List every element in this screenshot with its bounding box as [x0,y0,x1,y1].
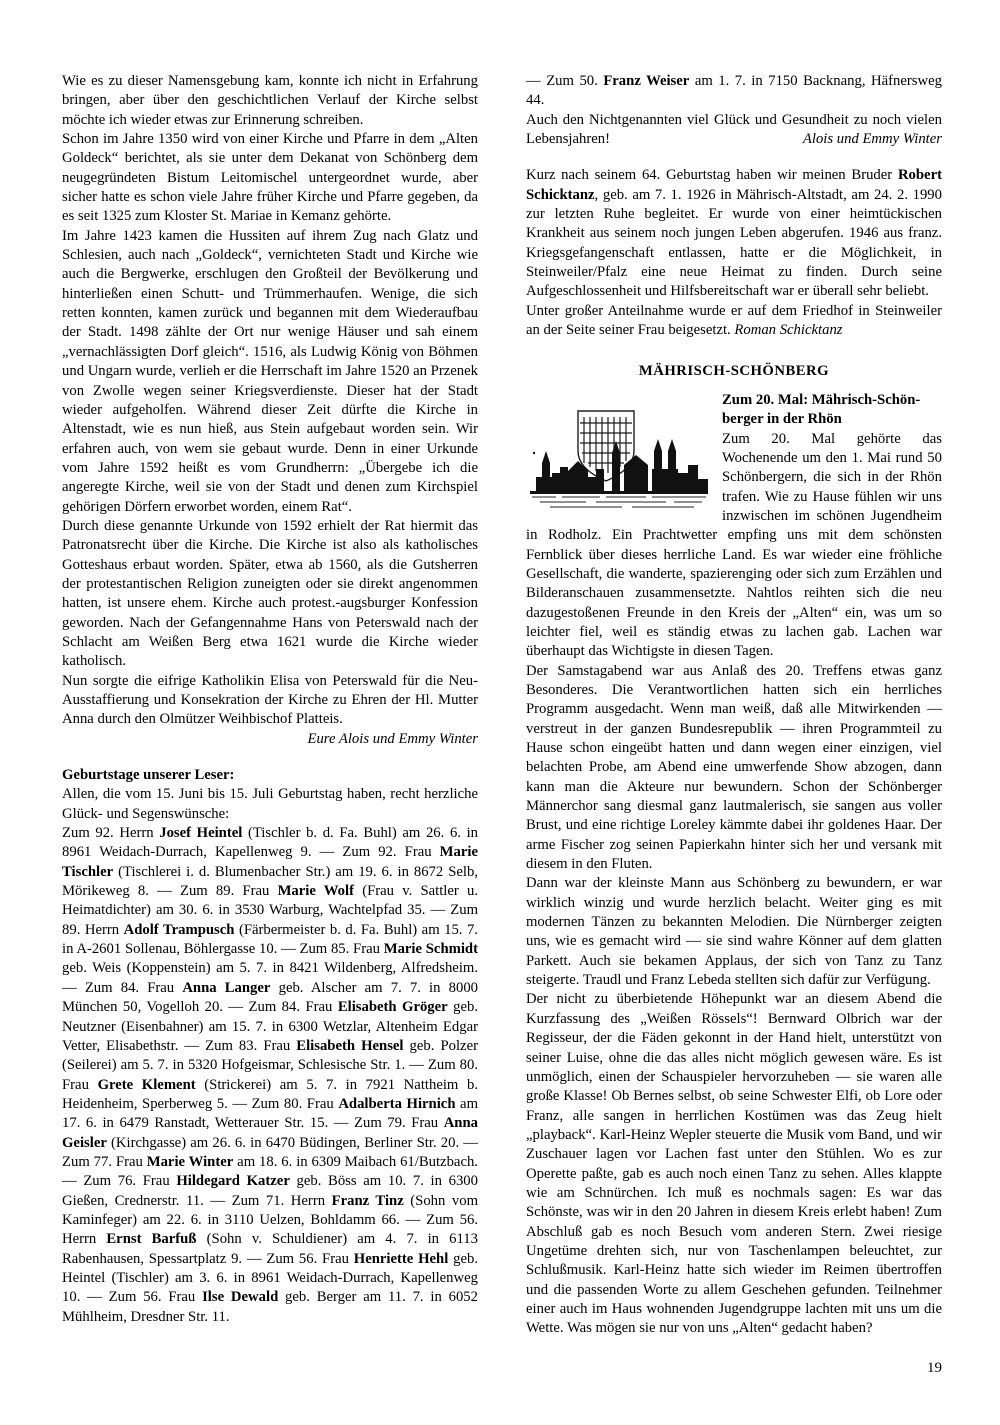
wish-text: Auch den Nichtgenannten viel Glück und Gesundheit zu noch vielen Lebensjahren! [526,111,942,148]
body-text-run: Zum 92. Herrn [62,825,160,842]
body-text-run: geb. Polzer (Seilerei) am 5. 7. in 5320 Hofgeismar, Schlesische Str. 1. — Zum 80. Frau [62,1037,478,1093]
article-paragraph-2: Der Samstagabend war aus Anlaß des 20. Treffens etwas ganz Besonderes. Die Verantwortlichen hatten sich ein herrliches Programm ausgedacht. Wenn man weiß, daß alle Mitwirkenden — verstreut in der ganzen Bundesrepublik — ihren Programmteil zu Hause schon eingeübt hatten und dann wegen einer einzigen, viel belachten Probe, am Abend eine umwerfende Show abzogen, dann kann man die Akteure nur bewundern. Schon der Schönberger Männerchor sang diesmal ganz lautmalerisch, sie sangen aus voller Brust, und eine richtige Loreley kämmte dabei ihr goldenes Haar. Der arme Fischer zog seinen Papierkahn hinter sich her und versank mit diesem in den Fluten. [526,662,942,873]
town-crest-and-skyline-illustration [526,393,712,515]
body-text-run: am 17. 6. in 6479 Ranstadt, Wetterauer Str. 15. — Zum 79. Frau [62,1095,478,1132]
emphasized-name: Franz Weiser [603,73,690,89]
two-column-layout [62,72,942,1342]
article-paragraph-1: Zum 20. Mal gehörte das Wochenende um den 1. Mai rund 50 Schönbergern, die sich in der Rhön trafen. Wie zu Hause fühlen wir uns inzwischen im schönen Jugendheim in Rodholz. Ein Prachtwetter empfing uns mit dem schönsten Fernblick über dieses herrliche Land. Es war wieder eine fröhliche Gesellschaft, die wanderte, spazierenging oder sich zum Erzählen und Bilderanschauen zusammensetzte. Nahtlos reihten sich die neu dazugestoßenen Freunde in den Kreis der „Alten“ ein, was um so leichter fiel, weil es ständig etwas zu lachen gab. Lachen war überhaupt das Wichtigste in diesen Tagen. [526,430,942,660]
paragraph-1350: Schon im Jahre 1350 wird von einer Kirche und Pfarre in dem „Alten Goldeck“ berichtet, als sie unter dem Dekanat von Schönberg dem neugegründeten Bistum Leitomischel untergeordnet wurde, aber sicher hatte es schon viele Jahre früher Kirche und Pfarre gegeben, da es seit 1325 zum Kloster St. Mariae in Kemanz gehörte. [62,131,478,225]
body-text-run: (Sohn vom Kaminfeger) am 22. 6. in 3110 Uelzen, Bohldamm 66. — Zum 56. Herrn [62,1192,479,1248]
burial-signature: Roman Schicktanz [734,322,843,339]
left-column [62,72,478,1342]
body-text-run: geb. Böss am 10. 7. in 6300 Gießen, Crednerstr. 11. — Zum 71. Herrn [62,1173,478,1209]
emphasized-name: Elisabeth Hensel [296,1037,404,1054]
emphasized-name: Robert Schicktanz [526,167,942,203]
paragraph-church-naming: Wie es zu dieser Namensgebung kam, konnte ich nicht in Erfahrung bringen, aber über den geschichtlichen Verlauf der Kirche selbst möchte ich wieder etwas zur Erinnerung schreiben. [62,73,478,128]
burial-text: Unter großer Anteilnahme wurde er auf dem Friedhof in Steinweiler an der Seite seiner Frau beigesetzt. [526,302,942,339]
body-text-run: (Sohn v. Schuldiener) am 4. 7. in 6113 Rabenhausen, Spessartplatz 9. — Zum 56. Frau [62,1231,478,1267]
emphasized-name: Marie Winter [146,1153,234,1170]
signature-winter: Eure Alois und Emmy Winter [307,730,478,747]
body-text-run: (Tischlerei i. d. Blumenbacher Str.) am 19. 6. in 8672 Selb, Mörikeweg 8. — Zum 89. Frau [62,863,478,900]
obituary-paragraph [526,166,942,301]
birthday-section-heading: Geburtstage unserer Leser: [62,767,235,784]
body-text-run: (Tischler b. d. Fa. Buhl) am 26. 6. in 8961 Weidach-Durrach, Kapellenweg 9. — Zum 92. Frau [62,825,478,861]
article-title: Zum 20. Mal: Mährisch-Schön- berger in der Rhön [722,391,921,428]
birthday-list [62,824,478,1327]
emphasized-name: Elisabeth Gröger [337,999,448,1016]
emphasized-name: Ilse Dewald [202,1289,279,1306]
body-text-run: Kurz nach seinem 64. Geburtstag haben wir meinen Bruder [526,167,898,184]
emphasized-name: Henriette Hehl [353,1250,449,1267]
body-text-run: , geb. am 7. 1. 1926 in Mährisch-Altstadt, am 24. 2. 1990 zur letzten Ruhe begleitet. Er wurde von einer heimtückischen Krankheit aus seinem noch jungen Leben abgerufen. 1946 aus franz. Kriegsgefangenschaft entlassen, hatte er die Möglichkeit, in Steinweiler/Pfalz eine neue Heimat zu finden. Durch seine Aufgeschlossenheit und Hilfsbereitschaft war er überall sehr beliebt. [526,186,942,300]
wish-signature: Alois und Emmy Winter [802,131,942,148]
emphasized-name: Anna Geisler [62,1115,478,1151]
right-column [526,72,942,1342]
paragraph-elisa: Nun sorgte die eifrige Katholikin Elisa von Peterswald für die Neu-Ausstaffierung und Konsekration der Kirche zu Ehren der Hl. Mutter Anna durch den Olmützer Weihbischof Platteis. [62,672,478,728]
article-paragraph-3: Dann war der kleinste Mann aus Schönberg zu bewundern, er war wirklich winzig und wurde herzlich belacht. Weiter ging es mit modernen Tänzen zu bekannten Melodien. Die Nürnberger zeigten uns, wie es gemacht wird — sie sind wahre Könner auf dem glatten Parkett. Auch sie bekamen Applaus, der sich von Tanz zu Tanz steigerte. Traudl und Franz Lebeda stellten sich dafür zur Verfügung. [526,875,942,989]
article-paragraph-4: Der nicht zu überbietende Höhepunkt war an diesem Abend die Kurzfassung des „Weißen Rössels“! Bernward Olbrich war der Regisseur, der die Fäden gekonnt in der Hand hielt, unterstützt von seiner Luise, ohne die das alles nicht möglich gewesen wäre. Es ist unmöglich, einen der Schauspieler hervorzuheben — sie waren alle große Klasse! Ob Bernes selbst, ob seine Schwester Elfi, ob Lore oder Franz, alle sangen in herrlichen Kostümen was das Zeug hielt „playback“. Karl-Heinz Wepler steuerte die Musik vom Band, und wir Zuschauer lagen vor Lachen fast unter den Stühlen. Wo es zur Operette paßte, gab es auch noch einen Tanz zu sehen. Alles klappte wie am Schnürchen. Ich muß es nochmals sagen: Es war das Schönste, was wir in den 20 Jahren in diesem Kreis erlebt haben! Zum Abschluß gab es noch Besuch vom anderen Stern. Zwei riesige Ungetüme drehten sich, nur von Taschenlampen beleuchtet, zur Schlußmusik. Karl-Heinz hatte sich wieder im Reimen übertroffen und die passenden Worte zu allem Geschehen gefunden. Teilnehmer einer auch im Haus wohnenden Jugendgruppe lachten mit uns um die Wette. Was mögen sie nur von uns „Alten“ gedacht haben? [526,991,942,1337]
page-number: 19 [927,1360,942,1376]
emphasized-name: Josef Heintel [159,825,243,842]
body-text-run: geb. Neutzner (Eisenbahner) am 15. 7. in 6300 Wetzlar, Altenheim Edgar Vetter, Elisabethstr. — Zum 83. Frau [62,999,479,1054]
emphasized-name: Anna Langer [182,979,271,996]
emphasized-name: Marie Tischler [62,844,478,880]
body-text-run: geb. Heintel (Tischler) am 3. 6. in 8961 Weidach-Durrach, Kapellenweg 10. — Zum 56. Frau [62,1250,478,1306]
burial-paragraph [526,302,942,341]
body-text-run: (Strickerei) am 5. 7. in 7921 Nattheim b. Heidenheim, Sperberweg 5. — Zum 80. Frau [62,1076,478,1112]
body-text-run: geb. Alscher am 7. 7. in 8000 München 50, Vogelloh 20. — Zum 84. Frau [62,979,479,1016]
birthday-list-continued [526,72,942,111]
paragraph-1592: Durch diese genannte Urkunde von 1592 erhielt der Rat hiermit das Patronatsrecht über die Kirche. Die Kirche ist also als katholisches Gotteshaus erbaut worden. Später, etwa ab 1560, als die Gutsherren der protestantischen Religion zuneigten oder sie direkt angenommen hatten, ist unsere ehem. Kirche auch protest.-augsburger Konfession geworden. Nach der Gefangennahme Hans von Peterswald nach der Schlacht am Weißen Berg etwa 1621 wurde die Kirche wieder katholisch. [62,517,478,670]
body-text-run: (Frau v. Sattler u. Heimatdichter) am 30. 6. in 3530 Warburg, Wachtelpfad 35. — Zum 89. Herrn [62,883,478,938]
section-heading-maehrisch-schoenberg: MÄHRISCH-SCHÖNBERG [638,363,830,380]
emphasized-name: Hildegard Katzer [176,1173,290,1190]
emphasized-name: Adalberta Hirnich [338,1095,456,1112]
emphasized-name: Marie Schmidt [383,941,478,958]
body-text-run: geb. Berger am 11. 7. in 6052 Mühlheim, Dresdner Str. 11. [62,1289,478,1325]
emphasized-name: Ernst Barfuß [106,1231,197,1248]
body-text-run: (Färbermeister b. d. Fa. Buhl) am 15. 7. in A-2601 Sollenau, Böhlergasse 10. — Zum 85. Frau [62,921,478,958]
illustration-svg [526,393,712,515]
birthday-intro: Allen, die vom 15. Juni bis 15. Juli Geburtstag haben, recht herzliche Glück- und Segenswünsche: [62,786,478,822]
body-text-run: — Zum 50. [526,73,604,89]
emphasized-name: Franz Tinz [331,1192,404,1209]
emphasized-name: Grete Klement [97,1076,196,1093]
wish-paragraph [526,111,942,150]
emphasized-name: Adolf Trampusch [123,921,235,938]
body-text-run: (Kirchgasse) am 26. 6. in 6470 Büdingen, Berliner Str. 20. — Zum 77. Frau [62,1134,478,1170]
paragraph-1423: Im Jahre 1423 kamen die Hussiten auf ihrem Zug nach Glatz und Schlesien, auch nach „Goldeck“, vernichteten Stadt und Kirche wie auch die Bergwerke, erschlugen den Großteil der Bevölkerung und hinterließen einen Schutt- und Trümmerhaufen. Wenige, die sich retten konnten, kamen zurück und begannen mit dem Wiederaufbau der Stadt. 1498 zählte der Ort nur wenige Häuser und sah einem „vernachlässigten Dorf gleich“. 1516, als Ludwig König von Böhmen und Ungarn wurde, verlieh er die Herrschaft im Jahre 1520 an Przenek von Zwolle wegen seiner Kriegsverdienste. Dieser hat der Stadt wieder aufgeholfen. Während dieser Zeit dürfte die Kirche in Altenstadt, wie es nun hieß, aus Stein aufgebaut worden sein. Wir erfahren auch, von wem sie gebaut wurde. Denn in einer Urkunde vom Jahre 1592 heißt es vom Grundherrn: „Übergebe ich die angeregte Kirche, weil sie von der Stadt und denen zum Kirchspiel gehörigen Dörfern erworbet worden, einem Rat“. [62,227,478,515]
body-text-run: am 18. 6. in 6309 Maibach 61/Butzbach. — Zum 76. Frau [62,1153,478,1190]
body-text-run: geb. Weis (Koppenstein) am 5. 7. in 8421 Wildenberg, Alfredsheim. — Zum 84. Frau [62,960,478,996]
body-text-run: am 1. 7. in 7150 Backnang, Häfnersweg 44. [526,73,942,109]
emphasized-name: Marie Wolf [277,883,355,900]
